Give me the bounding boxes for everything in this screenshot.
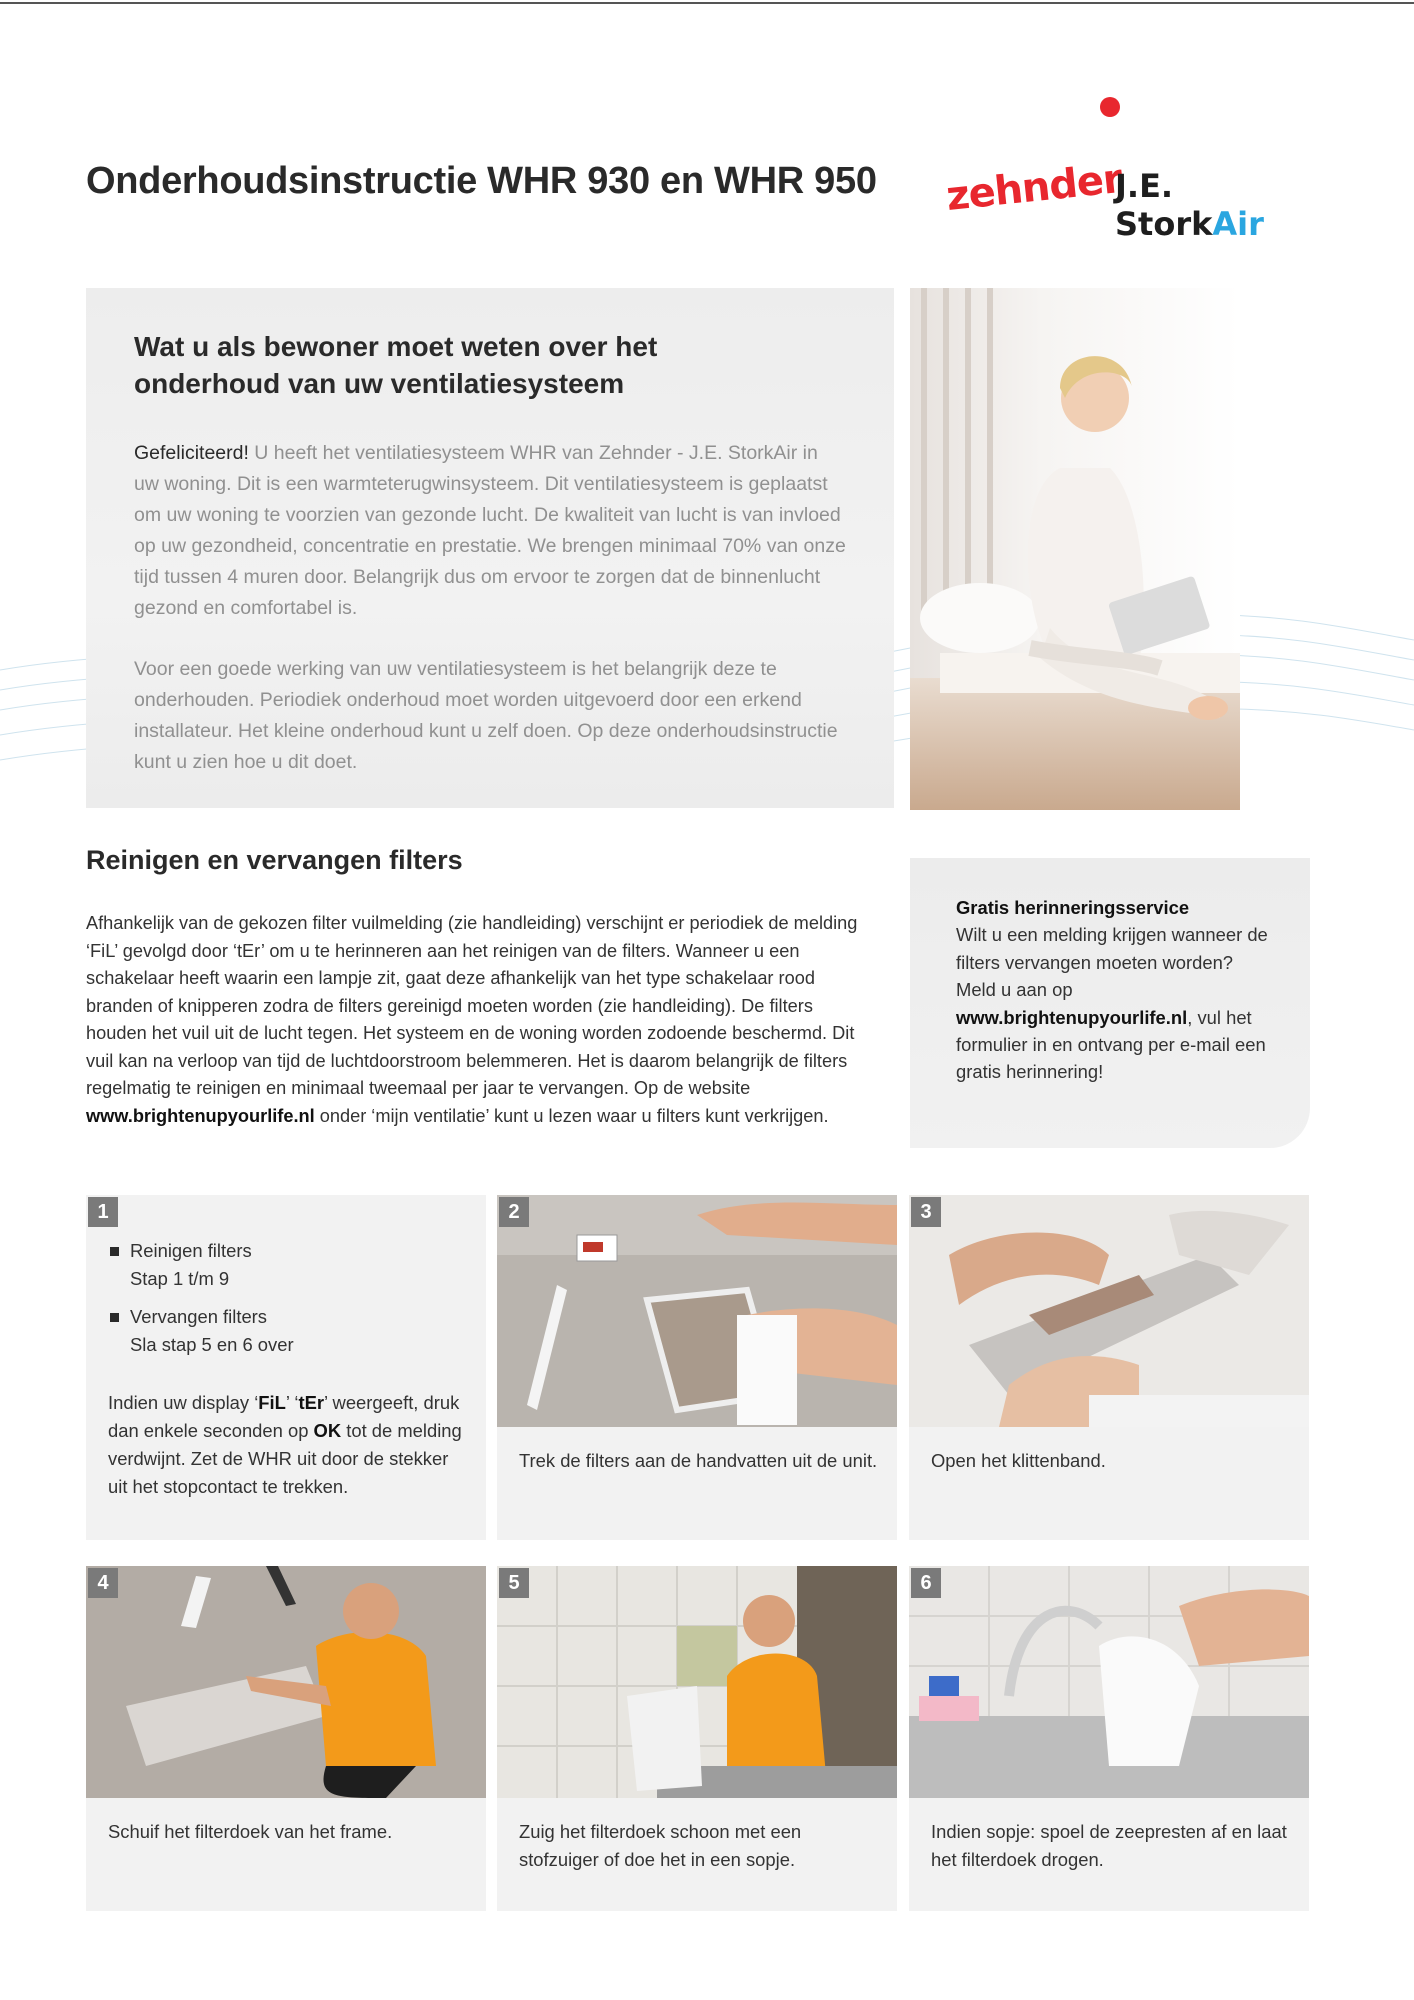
logo-storkair-text: J.E. StorkAir [1115, 167, 1264, 243]
step-1-instructions [108, 1237, 468, 1501]
step-5-photo [497, 1566, 897, 1798]
step-3-caption: Open het klittenband. [931, 1450, 1106, 1471]
step-card-3 [909, 1195, 1309, 1540]
logo-zehnder-text: zehnder [944, 155, 1124, 221]
step-card-1 [86, 1195, 486, 1540]
step-3-photo [909, 1195, 1309, 1427]
step-4-photo [86, 1566, 486, 1798]
top-border-line [0, 2, 1414, 4]
bullet-clean-filters: Reinigen filters [108, 1237, 468, 1265]
step-5-caption: Zuig het filterdoek schoon met een stofzuiger of doe het in een sopje. [519, 1821, 802, 1870]
step-4-caption: Schuif het filterdoek van het frame. [108, 1821, 393, 1842]
step-number-badge: 3 [911, 1197, 941, 1227]
step-number-badge: 5 [499, 1568, 529, 1598]
step-number-badge: 4 [88, 1568, 118, 1598]
step-card-4 [86, 1566, 486, 1911]
bullet-clean-filters-sub: Stap 1 t/m 9 [130, 1268, 230, 1289]
intro-paragraph-2: Voor een goede werking van uw ventilatiesysteem is het belangrijk deze te onderhouden. Periodiek onderhoud moet worden uitgevoerd door een erkend installateur. Het kleine onderhoud kunt u zelf doen. Op deze onderhoudsinstructie kunt u zien hoe u dit doet. [134, 658, 838, 773]
filters-section-heading: Reinigen en vervangen filters [86, 845, 463, 875]
step-number-badge: 2 [499, 1197, 529, 1227]
step-6-photo [909, 1566, 1309, 1798]
step-card-2 [497, 1195, 897, 1540]
step-2-photo [497, 1195, 897, 1427]
document-title: Onderhoudsinstructie WHR 930 en WHR 950 [86, 160, 877, 202]
step-2-caption: Trek de filters aan de handvatten uit de unit. [519, 1450, 878, 1471]
step-card-6 [909, 1566, 1309, 1911]
intro-box [86, 288, 894, 808]
website-link[interactable]: www.brightenupyourlife.nl [86, 1105, 315, 1126]
reminder-website-link[interactable]: www.brightenupyourlife.nl [956, 1006, 1188, 1028]
logo-dot-icon [1100, 97, 1120, 117]
intro-heading: Wat u als bewoner moet weten over het onderhoud van uw ventilatiesysteem [134, 331, 658, 399]
reminder-title: Gratis herinneringsservice [956, 897, 1190, 918]
step-6-caption: Indien sopje: spoel de zeepresten af en laat het filterdoek drogen. [931, 1821, 1287, 1870]
step-number-badge: 1 [88, 1197, 118, 1227]
woman-with-laptop-photo [910, 288, 1240, 810]
reminder-service-box [910, 858, 1310, 1148]
bullet-replace-filters: Vervangen filters [108, 1303, 468, 1331]
step-1-note: Indien uw display ‘FiL’ ‘tEr’ weergeeft, druk dan enkele seconden op OK tot de melding verdwijnt. Zet de WHR uit door de stekker uit het stopcontact te trekken. [108, 1392, 462, 1497]
intro-paragraph-1: Gefeliciteerd! U heeft het ventilatiesysteem WHR van Zehnder - J.E. StorkAir in uw woning. Dit is een warmteterugwinsysteem. Dit ventilatiesysteem is geplaatst om uw woning te voorzien van gezonde lucht. De kwaliteit van lucht is van invloed op uw gezondheid, concentratie en prestatie. We brengen minimaal 70% van onze tijd tussen 4 muren door. Belangrijk dus om ervoor te zorgen dat de binnenlucht gezond en comfortabel is. [134, 442, 846, 619]
filters-section-body: Afhankelijk van de gekozen filter vuilmelding (zie handleiding) verschijnt er periodiek de melding ‘FiL’ gevolgd door ‘tEr’ om u te herinneren aan het reinigen van de filters. Wanneer u een schakelaar heeft waarin een lampje zit, gaat deze afhankelijk van het type schakelaar rood branden of knipperen zodra de filters gereinigd moeten worden (zie handleiding). De filters houden het vuil uit de lucht tegen. Het systeem en de woning worden zodoende beschermd. Dit vuil kan na verloop van tijd de luchtdoorstroom belemmeren. Het is daarom belangrijk de filters regelmatig te reinigen en minimaal tweemaal per jaar te vervangen. Op de website www.brightenupyourlife.nl onder ‘mijn ventilatie’ kunt u lezen waar u filters kunt verkrijgen. [86, 913, 858, 1126]
step-number-badge: 6 [911, 1568, 941, 1598]
reminder-text: Wilt u een melding krijgen wanneer de filters vervangen moeten worden? Meld u aan op www.brightenupyourlife.nl, vul het formulier in en ontvang per e-mail een gratis herinnering! [956, 924, 1268, 1083]
step-card-5 [497, 1566, 897, 1911]
bullet-replace-filters-sub: Sla stap 5 en 6 over [130, 1334, 294, 1355]
zehnder-storkair-logo [940, 95, 1320, 243]
